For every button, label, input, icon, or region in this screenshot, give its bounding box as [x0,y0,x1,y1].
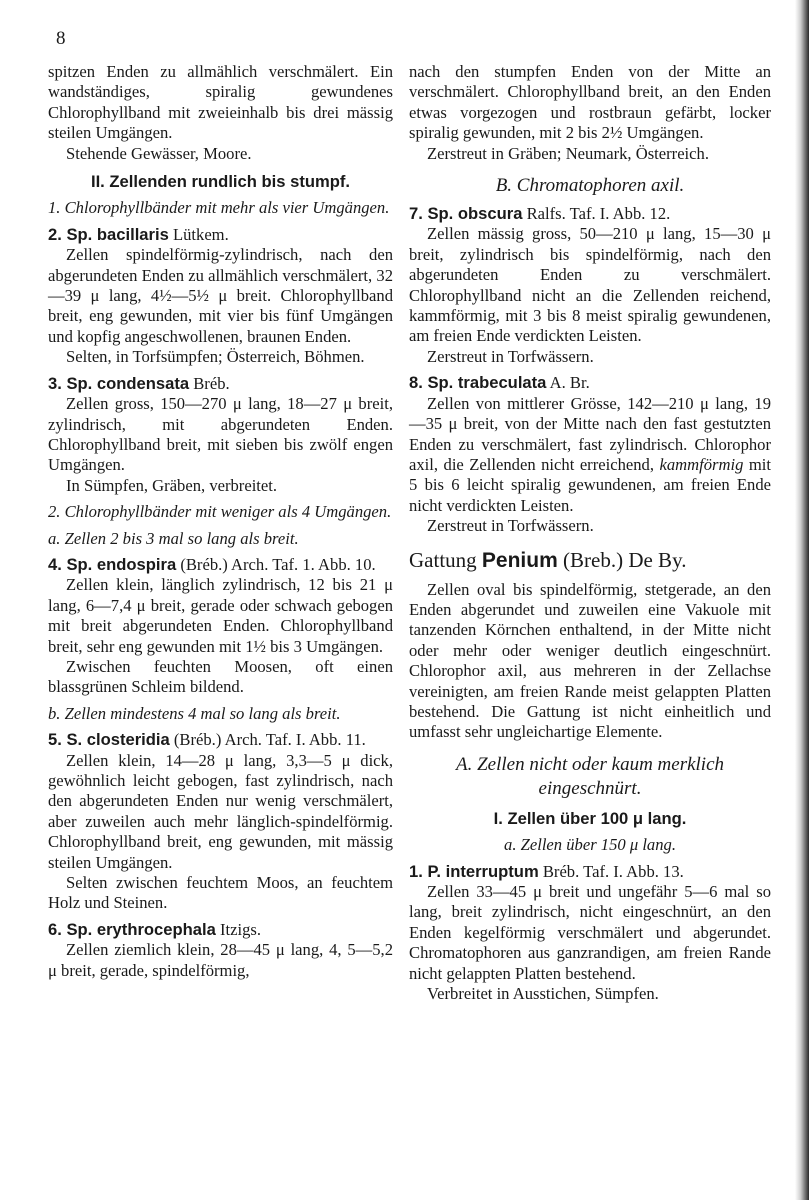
species-description: Zellen mässig gross, 50—210 μ lang, 15—30 μ breit, zylindrisch bis spindelförmig, nach den abgerundeten Enden zu verschmälert. Chlorophyllband nicht an die Zellenden reichend, kammförmig, mit 3 bis 8 meist spiralig gewundenen, am freien Ende verdickten Leisten. [409,224,771,346]
section-heading: II. Zellenden rundlich bis stumpf. [90,172,351,192]
species-heading [409,862,771,882]
paragraph: spitzen Enden zu allmählich verschmälert. Ein wandständiges, spiralig gewundenes Chlorophyllband mit zweieinhalb bis drei mässig steilen Umgängen. [48,62,393,143]
species-authority: Bréb. [189,373,230,393]
subsection-heading: a. Zellen 2 bis 3 mal so lang als breit. [48,528,299,548]
species-heading [48,920,393,940]
genus-prefix: Gattung [409,547,482,572]
species-description: Zellen klein, 14—28 μ lang, 3,3—5 μ dick, gewöhnlich leicht gebogen, fast zylindrisch, nach den abgerundeten Enden nur wenig verschmälert, aber zuweilen auch mehr länglich-spindelförmig. Chlorophyllband breit, eng gewunden, mit mässig steilen Umgängen. [48,750,393,872]
genus-authority: (Breb.) De By. [557,547,687,572]
species-description: Zellen gross, 150—270 μ lang, 18—27 μ breit, zylindrisch, mit abgerundeten Enden. Chlorophyllband breit, mit sieben bis zwölf engen Umgängen. [48,394,393,475]
species-authority: A. Br. [546,373,590,393]
species-heading [48,730,393,750]
species-description: Zellen klein, länglich zylindrisch, 12 bis 21 μ lang, 6—7,4 μ breit, gerade oder schwach gebogen mit breit abgerundeten Enden. Chlorophyllband breit, sehr eng gewunden mit 1½ bis 3 Umgängen. [48,575,393,656]
habitat-text: Zerstreut in Torfwässern. [427,346,594,366]
description-part: mit 5 bis 6 leicht spiralig gewundenen, am freien Ende nicht verdickten Leisten. [409,454,772,515]
species-name: 4. Sp. endospira [48,554,177,574]
species-description: Zellen spindelförmig-zylindrisch, nach den abgerundeten Enden zu allmählich verschmälert, 32—39 μ lang, 4½—5½ μ breit. Chlorophyllband breit, eng gewunden, mit vier bis fünf Umgängen und kopfig angeschwollenen, braunen Enden. [48,245,393,346]
species-name: 6. Sp. erythrocephala [48,919,216,939]
species-heading [48,225,393,245]
page-number: 8 [56,28,66,49]
habitat-text: Zerstreut in Torfwässern. [427,516,594,536]
section-heading: B. Chromatophoren axil. [495,175,685,197]
species-name: 5. S. closteridia [48,730,170,750]
species-authority: Itzigs. [215,919,262,939]
species-description [409,394,771,516]
description-part: Zellen von mittlerer Grösse, 142—210 μ lang, 19—35 μ breit, von der Mitte nach den fast gestutzten Enden zu verschmälert, fast zylindrisch. Chlorophor axil, die Zellenden nicht erreichend, [409,393,771,474]
species-authority: (Bréb.) Arch. Taf. 1. Abb. 10. [176,554,376,574]
subsection-heading: I. Zellen über 100 μ lang. [493,808,687,828]
species-name: 8. Sp. trabeculata [409,373,547,393]
habitat-text: Selten zwischen feuchtem Moos, an feuchtem Holz und Steinen. [48,873,393,913]
genus-name: Penium [481,548,558,572]
habitat-text: Verbreitet in Ausstichen, Sümpfen. [427,984,659,1004]
species-authority: Ralfs. Taf. I. Abb. 12. [522,204,671,224]
habitat-text: Zerstreut in Gräben; Neumark, Österreich. [427,143,709,163]
species-name: 7. Sp. obscura [409,204,523,224]
species-heading [48,374,393,394]
genus-heading [409,547,771,574]
habitat-text: In Sümpfen, Gräben, verbreitet. [66,475,278,495]
genus-description: Zellen oval bis spindelförmig, stetgerade, an den Enden abgerundet und zuweilen eine Vakuole mit tanzenden Körnchen enthaltend, in der Mitte nicht oder mehr oder weniger deutlich eingeschnürt. Chlorophor axil, aus mehreren in der Zellachse vereinigten, am freien Rande meist gelappten Platten bestehend. Die Gattung ist nicht einheitlich und umfasst sehr ungleichartige Elemente. [409,579,771,742]
right-column [409,62,771,1004]
subsection-heading: a. Zellen über 150 μ lang. [504,835,676,855]
subsection-heading: 2. Chlorophyllbänder mit weniger als 4 Umgängen. [48,502,392,522]
species-heading [409,204,771,224]
species-name: 1. P. interruptum [409,861,539,881]
page-edge-shadow [795,0,809,1200]
species-authority: (Bréb.) Arch. Taf. I. Abb. 11. [169,730,366,750]
habitat-text: Selten, in Torfsümpfen; Österreich, Böhmen. [66,347,365,367]
species-name: 2. Sp. bacillaris [48,224,169,244]
species-description: Zellen ziemlich klein, 28—45 μ lang, 4, 5—5,2 μ breit, gerade, spindelförmig, [48,940,393,980]
left-column [48,62,393,981]
paragraph: nach den stumpfen Enden von der Mitte an verschmälert. Chlorophyllband breit, an den Enden etwas vorgezogen und rostbraun gefärbt, locker spiralig gewunden, mit 2 bis 2½ Umgängen. [409,62,771,143]
section-heading: A. Zellen nicht oder kaum merklich eingeschnürt. [455,753,725,799]
species-description: Zellen 33—45 μ breit und ungefähr 5—6 mal so lang, breit zylindrisch, nicht eingeschnürt, an den Enden kegelförmig verschmälert und abgerundet. Chromatophoren aus ganzrandigen, am freien Rande nicht gelappten Platten bestehend. [409,882,771,983]
species-authority: Lütkem. [168,224,229,244]
subsection-heading: b. Zellen mindestens 4 mal so lang als breit. [48,703,341,723]
species-heading [48,555,393,575]
species-heading [409,373,771,393]
species-authority: Bréb. Taf. I. Abb. 13. [538,861,684,881]
habitat-text: Stehende Gewässer, Moore. [66,143,252,163]
emphasis-text: kammförmig [659,454,744,474]
habitat-text: Zwischen feuchten Moosen, oft einen blassgrünen Schleim bildend. [48,656,393,697]
species-name: 3. Sp. condensata [48,373,190,393]
subsection-heading: 1. Chlorophyllbänder mit mehr als vier Umgängen. [48,198,390,218]
